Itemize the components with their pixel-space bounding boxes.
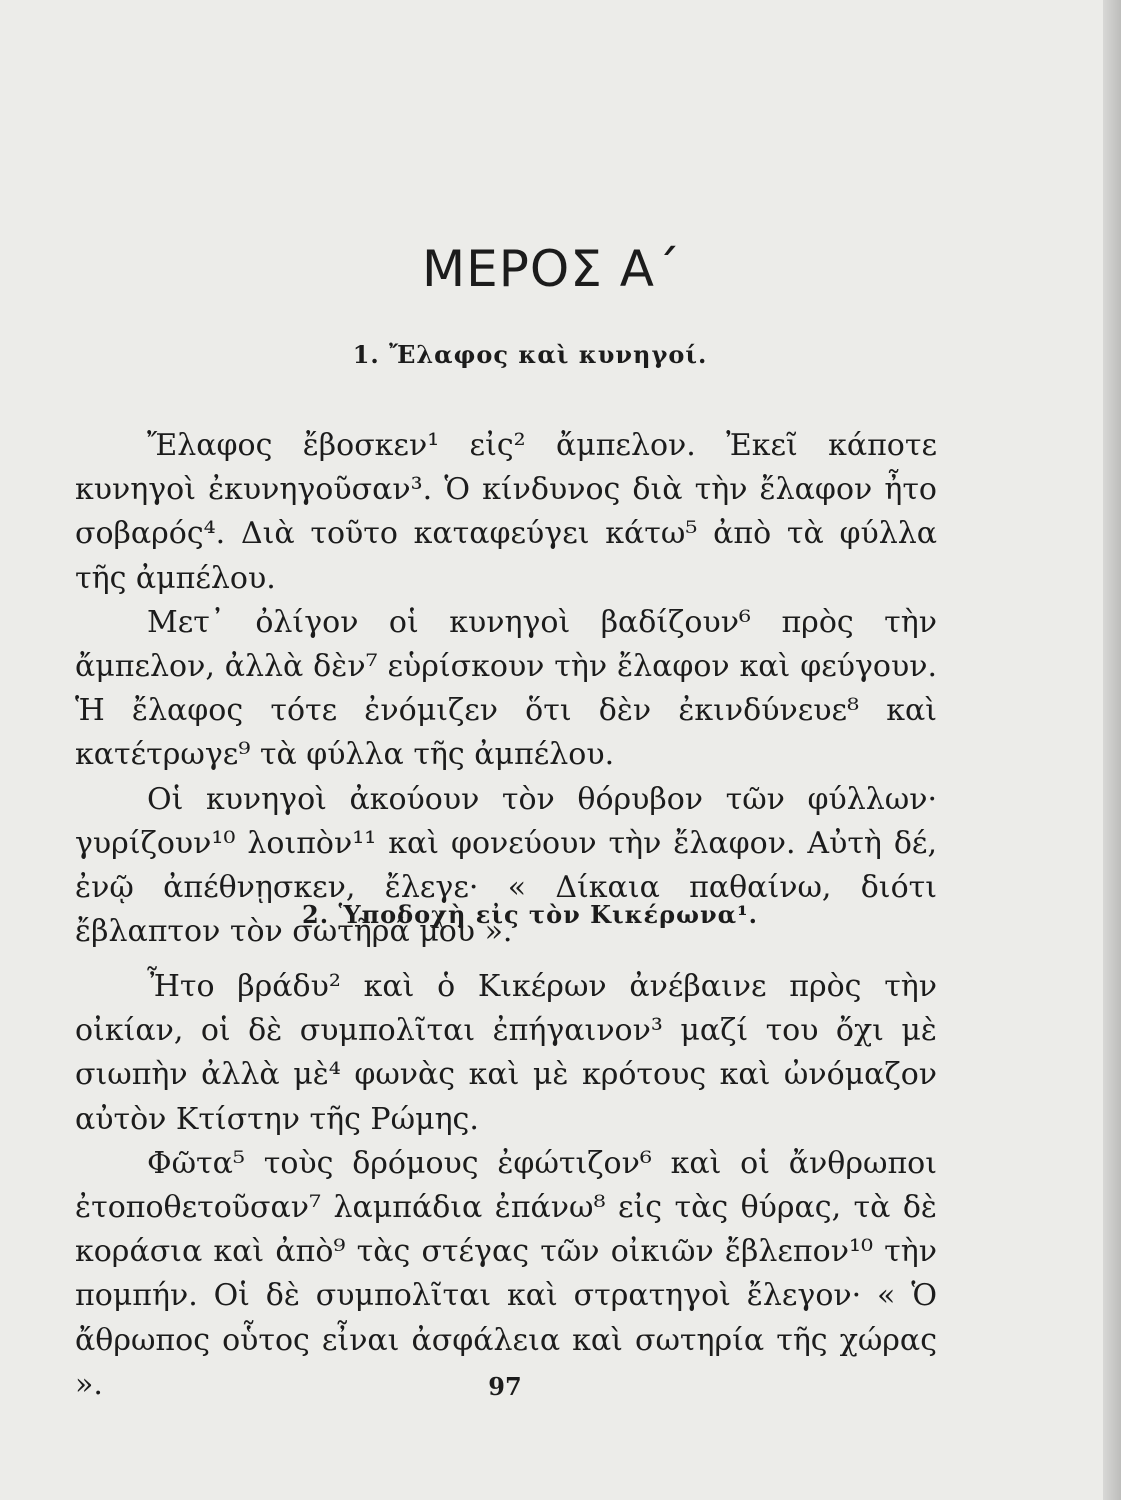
paragraph: Φῶτα⁵ τοὺς δρόμους ἐφώτιζον⁶ καὶ οἱ ἄνθρωποι ἐτοποθετοῦσαν⁷ λαμπάδια ἐπάνω⁸ εἰς τὰς θύρας, τὰ δὲ κοράσια καὶ ἀπὸ⁹ τὰς στέγας τῶν οἰκιῶν ἔβλεπον¹⁰ τὴν πομπήν. Οἱ δὲ συμπολῖται καὶ στρατηγοὶ ἔλεγον· « Ὁ ἄθρωπος οὗτος εἶναι ἀσφάλεια καὶ σωτηρία τῆς χώρας ».: [75, 1145, 937, 1402]
section-title-1: 1. Ἔλαφος καὶ κυνηγοί.: [352, 340, 708, 369]
paragraph: Ἔλαφος ἔβοσκεν¹ εἰς² ἄμπελον. Ἐκεῖ κάποτε κυνηγοὶ ἐκυνηγοῦσαν³. Ὁ κίνδυνος διὰ τὴν ἔλαφον ἦτο σοβαρός⁴. Διὰ τοῦτο καταφεύγει κάτω⁵ ἀπὸ τὰ φύλλα τῆς ἀμπέλου.: [75, 428, 937, 596]
section-title-2: 2. Ὑποδοχὴ εἰς τὸν Κικέρωνα¹.: [302, 900, 758, 929]
part-title: ΜΕΡΟΣ Α΄: [422, 240, 681, 298]
section-1-body: [75, 424, 937, 954]
page-edge-shadow: [1103, 0, 1121, 1500]
page-number: 97: [488, 1372, 522, 1401]
paragraph: Ἦτο βράδυ² καὶ ὁ Κικέρων ἀνέβαινε πρὸς τὴν οἰκίαν, οἱ δὲ συμπολῖται ἐπήγαινον³ μαζί του ὄχι μὲ σιωπὴν ἀλλὰ μὲ⁴ φωνὰς καὶ μὲ κρότους καὶ ὠνόμαζον αὐτὸν Κτίστην τῆς Ρώμης.: [75, 969, 937, 1137]
paragraph: Οἱ κυνηγοὶ ἀκούουν τὸν θόρυβον τῶν φύλλων· γυρίζουν¹⁰ λοιπὸν¹¹ καὶ φονεύουν τὴν ἔλαφον. Αὐτὴ δέ, ἐνῷ ἀπέθνῃσκεν, ἔλεγε· « Δίκαια παθαίνω, διότι ἔβλαπτον τὸν σωτῆρά μου ».: [75, 781, 937, 950]
section-2-body: [75, 965, 937, 1407]
paragraph: Μετ᾿ ὀλίγον οἱ κυνηγοὶ βαδίζουν⁶ πρὸς τὴν ἄμπελον, ἀλλὰ δὲν⁷ εὑρίσκουν τὴν ἔλαφον καὶ φεύγουν. Ἡ ἔλαφος τότε ἐνόμιζεν ὅτι δὲν ἐκινδύνευε⁸ καὶ κατέτρωγε⁹ τὰ φύλλα τῆς ἀμπέλου.: [75, 604, 937, 773]
